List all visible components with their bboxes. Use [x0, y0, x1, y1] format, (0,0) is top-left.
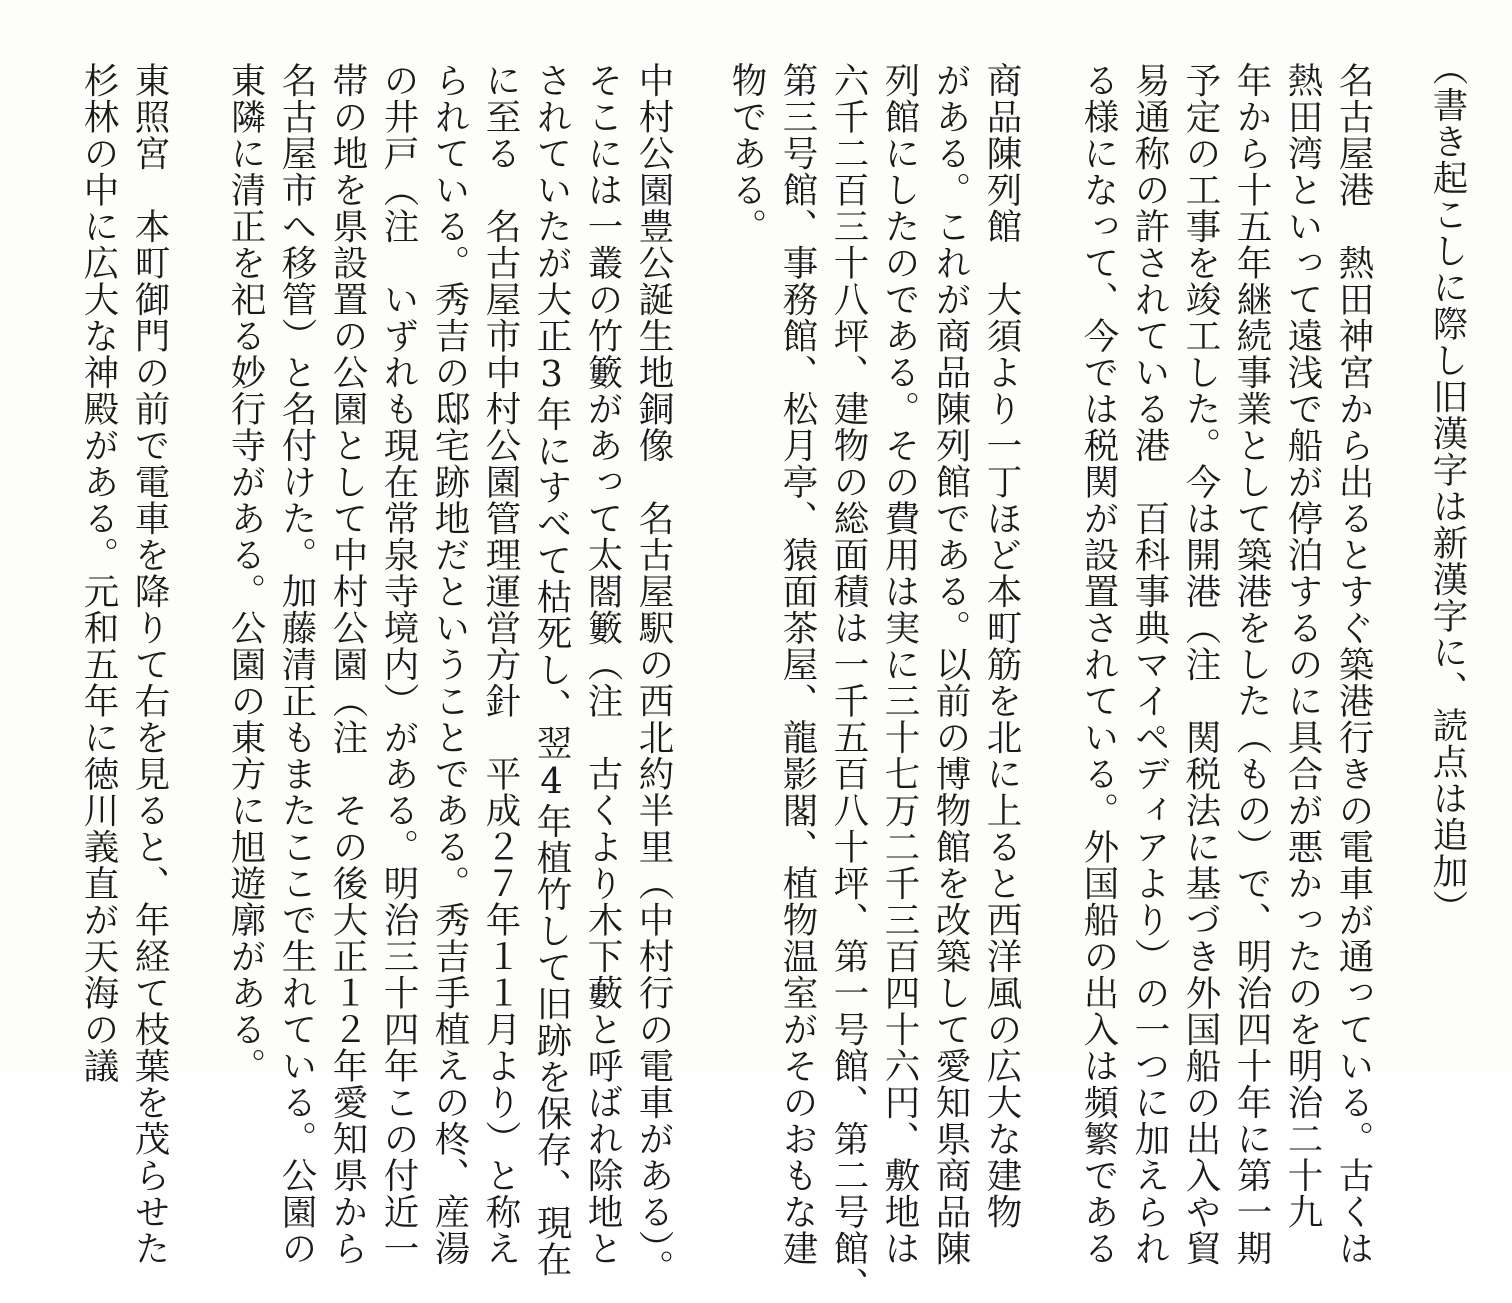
text-line: されていたが大正3年にすべて枯死し、翌4年植竹して旧跡を保存、現在	[531, 62, 572, 1278]
text-line: られている。秀吉の邸宅跡地だということである。秀吉手植えの柊、産湯	[429, 62, 470, 1267]
text-line: 東隣に清正を祀る妙行寺がある。公園の東方に旭遊廓がある。	[225, 62, 266, 1084]
text-line: 列館にしたのである。その費用は実に三十七万二千三百四十六円、敷地は	[879, 62, 920, 1267]
page-header-note: （書き起こしに際し旧漢字は新漢字に、読点は追加）	[1427, 50, 1468, 926]
text-line: 熱田湾といって遠浅で船が停泊するのに具合が悪かったのを明治二十九	[1282, 62, 1323, 1230]
text-line: 杉林の中に広大な神殿がある。元和五年に徳川義直が天海の議	[78, 62, 119, 1084]
text-line: 六千二百三十八坪、建物の総面積は一千五百八十坪、第一号館、第二号館、	[828, 62, 869, 1303]
text-line: の井戸（注 いずれも現在常泉寺境内）がある。明治三十四年この付近一	[378, 62, 419, 1267]
text-line: 易通称の許されている港 百科事典マイペディアより）の一つに加えられ	[1129, 62, 1170, 1267]
text-line: がある。これが商品陳列館である。以前の博物館を改築して愛知県商品陳	[930, 62, 971, 1267]
text-line: 名古屋市へ移管）と名付けた。加藤清正もまたここで生れている。公園の	[276, 62, 317, 1267]
text-line: 中村公園豊公誕生地銅像 名古屋駅の西北約半里（中村行の電車がある）。	[633, 62, 674, 1286]
text-line: 名古屋港 熱田神宮から出るとすぐ築港行きの電車が通っている。古くは	[1333, 62, 1374, 1267]
text-line: 予定の工事を竣工した。今は開港（注 関税法に基づき外国船の出入や貿	[1180, 62, 1221, 1267]
text-line: 年から十五年継続事業として築港をした（もの）で、明治四十年に第一期	[1231, 62, 1272, 1267]
text-line: 東照宮 本町御門の前で電車を降りて右を見ると、年経て枝葉を茂らせた	[129, 62, 170, 1267]
text-line: に至る 名古屋市中村公園管理運営方針 平成２７年１１月より）と称え	[480, 62, 521, 1267]
text-line: 第三号館、事務館、松月亭、猿面茶屋、龍影閣、植物温室がそのおもな建	[777, 62, 818, 1267]
text-line: 物である。	[726, 62, 767, 245]
text-line: そこには一叢の竹籔があって太閤籔（注 古くより木下藪と呼ばれ除地と	[582, 62, 623, 1267]
text-line: 商品陳列館 大須より一丁ほど本町筋を北に上ると西洋風の広大な建物	[981, 62, 1022, 1230]
text-line: る様になって、今では税関が設置されている。外国船の出入は頻繁である	[1078, 62, 1119, 1267]
text-line: 帯の地を県設置の公園として中村公園（注 その後大正１２年愛知県から	[327, 62, 368, 1267]
